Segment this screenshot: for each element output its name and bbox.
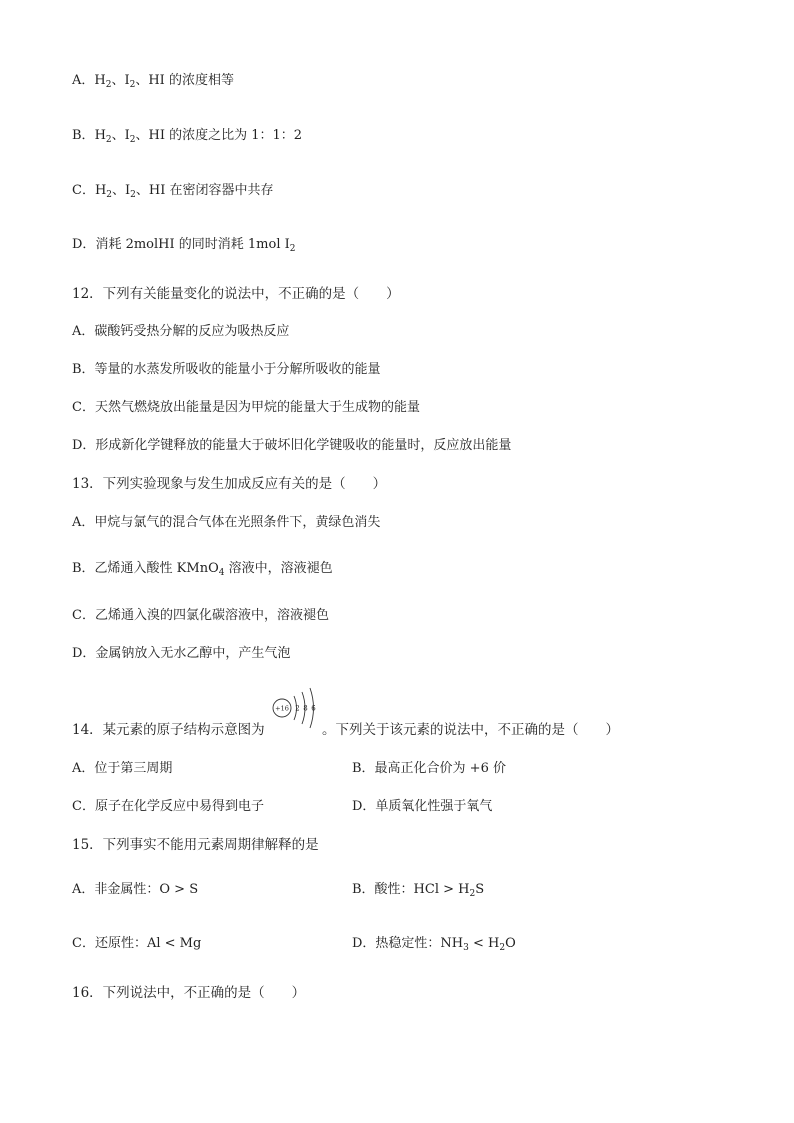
atom-shell-electrons: 6 [311,704,316,713]
q12-option-b: B．等量的水蒸发所吸收的能量小于分解所吸收的能量 [72,362,381,377]
q14-option-c: C．原子在化学反应中易得到电子 [72,799,264,814]
q13-option-c: C．乙烯通入溴的四氯化碳溶液中，溶液褪色 [72,608,329,623]
q15-stem: 15．下列事实不能用元素周期律解释的是 [72,837,319,853]
q11-option-c: C．$H_2$、$I_2$、HI 在密闭容器中共存 [72,183,274,200]
atom-shell-electrons: 8 [303,704,308,713]
q13-option-a: A．甲烷与氯气的混合气体在光照条件下，黄绿色消失 [72,515,381,530]
atom-nucleus-charge: +16 [275,704,289,713]
atom-structure-diagram [270,682,322,730]
q14-stem-before: 14．某元素的原子结构示意图为 [72,722,265,738]
q11-option-a: A．$H_2$、$I_2$、HI 的浓度相等 [72,73,234,90]
q15-option-a: A．非金属性：O > S [72,882,199,897]
q12-option-d: D．形成新化学键释放的能量大于破坏旧化学键吸收的能量时，反应放出能量 [72,438,512,453]
q11-option-b: B．$H_2$、$I_2$、HI 的浓度之比为 1：1：2 [72,128,303,145]
q13-stem: 13．下列实验现象与发生加成反应有关的是（ ） [72,476,387,492]
q16-stem: 16．下列说法中，不正确的是（ ） [72,985,306,1001]
q14-stem-after: 。下列关于该元素的说法中，不正确的是（ ） [322,722,619,738]
q15-option-b: B．酸性：HCl > $H_2S$ [352,882,485,899]
q15-option-d: D．热稳定性：$NH_3 < H_2O$ [352,936,516,953]
q14-option-d: D．单质氧化性强于氧气 [352,799,493,814]
q11-option-d: D．消耗 2molHI 的同时消耗 1mol $I_2$ [72,237,296,254]
q14-option-a: A．位于第三周期 [72,761,173,776]
q12-option-a: A．碳酸钙受热分解的反应为吸热反应 [72,324,290,339]
atom-shell-electrons: 2 [295,704,300,713]
q12-stem: 12．下列有关能量变化的说法中，不正确的是（ ） [72,286,400,302]
q14-option-b: B．最高正化合价为 +6 价 [352,761,506,776]
atom-structure-svg [270,682,322,730]
q15-option-c: C．还原性：Al < Mg [72,936,202,951]
q12-option-c: C．天然气燃烧放出能量是因为甲烷的能量大于生成物的能量 [72,400,420,415]
q13-option-b: B．乙烯通入酸性 KMnO$_4$ 溶液中，溶液褪色 [72,561,333,578]
q13-option-d: D．金属钠放入无水乙醇中，产生气泡 [72,646,291,661]
